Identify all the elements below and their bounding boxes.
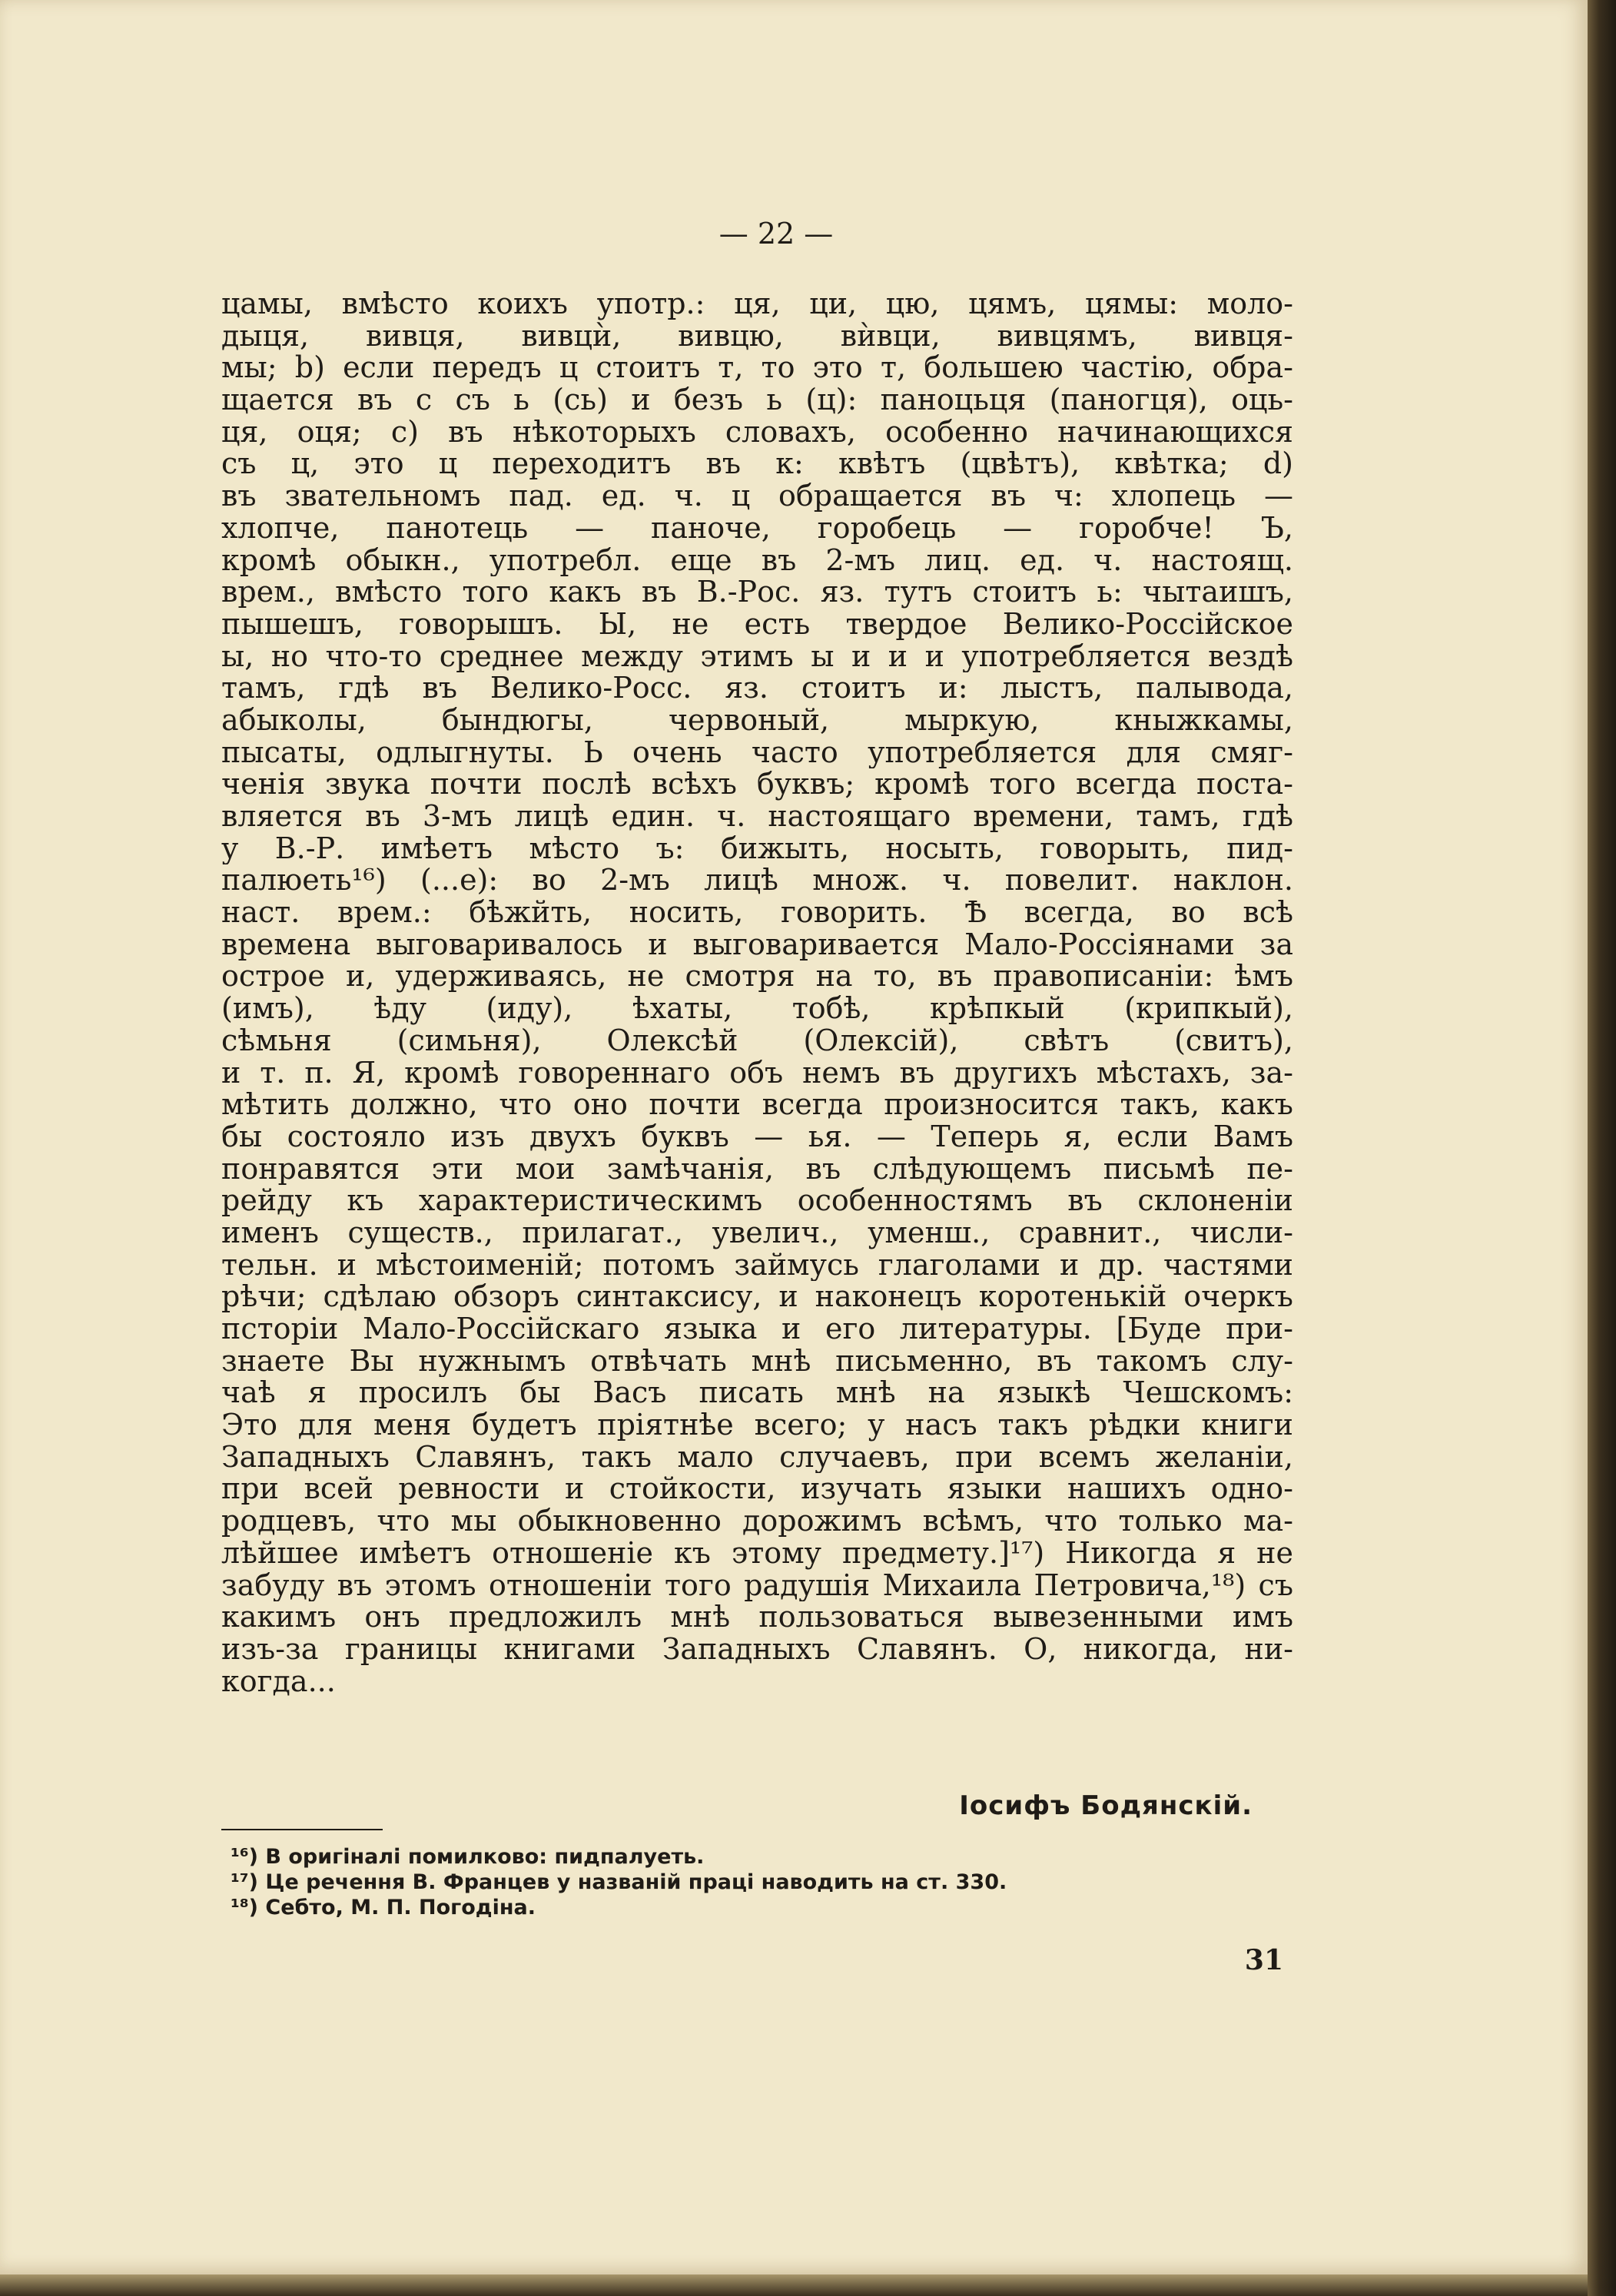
- text-line: тамъ, гдѣ въ Велико-Росс. яз. стоитъ и: лыстъ, палывода,: [221, 672, 1293, 705]
- text-line: при всей ревности и стойкости, изучать языки нашихъ одно-: [221, 1473, 1293, 1506]
- page-edge-shadow: [1588, 0, 1616, 2296]
- body-text: [221, 288, 1293, 1697]
- text-line: родцевъ, что мы обыкновенно дорожимъ всѣмъ, что только ма-: [221, 1505, 1293, 1538]
- text-line: какимъ онъ предложилъ мнѣ пользоваться вывезенными имъ: [221, 1601, 1293, 1634]
- page-number-bottom: 31: [1244, 1944, 1283, 1976]
- footnotes: [231, 1844, 1306, 1920]
- text-line: (имъ), ѣду (иду), ѣхаты, тобѣ, крѣпкый (крипкый),: [221, 993, 1293, 1025]
- text-line: ця, оця; c) въ нѣкоторыхъ словахъ, особенно начинающихся: [221, 416, 1293, 449]
- text-line: знаете Вы нужнымъ отвѣчать мнѣ письменно, въ такомъ слу-: [221, 1345, 1293, 1378]
- text-line: сѣмьня (симьня), Олексѣй (Олексій), свѣтъ (свитъ),: [221, 1024, 1293, 1057]
- text-line: и т. п. Я, кромѣ говореннаго объ немъ въ другихъ мѣстахъ, за-: [221, 1057, 1293, 1090]
- text-line: врем., вмѣсто того какъ въ В.-Рос. яз. тутъ стоитъ ь: чытаишъ,: [221, 576, 1293, 609]
- text-line: бы состояло изъ двухъ буквъ — ья. — Теперь я, если Вамъ: [221, 1120, 1293, 1153]
- text-line: цамы, вмѣсто коихъ употр.: ця, ци, цю, цямъ, цямы: моло-: [221, 288, 1293, 320]
- page-number-top: — 22 —: [718, 217, 834, 251]
- text-line: у В.-Р. имѣетъ мѣсто ъ: бижыть, носыть, говорыть, пид-: [221, 832, 1293, 865]
- text-line: псторіи Мало-Россійскаго языка и его литературы. [Буде при-: [221, 1313, 1293, 1345]
- text-line: забуду въ этомъ отношеніи того радушія Михаила Петровича,¹⁸) съ: [221, 1569, 1293, 1602]
- text-line: рѣчи; сдѣлаю обзоръ синтаксису, и наконецъ коротенькій очеркъ: [221, 1281, 1293, 1313]
- text-line: Западныхъ Славянъ, такъ мало случаевъ, при всемъ желаніи,: [221, 1441, 1293, 1474]
- text-line: кромѣ обыкн., употребл. еще въ 2-мъ лиц. ед. ч. настоящ.: [221, 544, 1293, 577]
- text-line: хлопче, панотець — паноче, горобець — горобче! Ъ,: [221, 512, 1293, 545]
- text-line: когда...: [221, 1665, 336, 1698]
- text-line: Это для меня будетъ пріятнѣе всего; у насъ такъ рѣдки книги: [221, 1409, 1293, 1442]
- text-line: острое и, удерживаясь, не смотря на то, въ правописаніи: ѣмъ: [221, 961, 1293, 994]
- text-line: мѣтить должно, что оно почти всегда произносится такъ, какъ: [221, 1089, 1293, 1121]
- text-line: рейду къ характеристическимъ особенностямъ въ склоненіи: [221, 1185, 1293, 1217]
- text-line: лѣйшее имѣетъ отношеніе къ этому предмету.]¹⁷) Никогда я не: [221, 1537, 1293, 1570]
- footnote: ¹⁸) Себто, М. П. Погодіна.: [231, 1896, 536, 1919]
- text-line: съ ц, это ц переходитъ въ к: квѣтъ (цвѣтъ), квѣтка; d): [221, 448, 1293, 481]
- text-line: ы, но что-то среднее между этимъ ы и и и употребляется вездѣ: [221, 640, 1293, 673]
- text-line: абыколы, бындюгы, червоный, мыркую, кныжкамы,: [221, 704, 1293, 737]
- text-line: дыця, вивця, вивцѝ, вивцю, вѝвци, вивцямъ, вивця-: [221, 320, 1293, 353]
- text-line: изъ-за границы книгами Западныхъ Славянъ. О, никогда, ни-: [221, 1633, 1293, 1666]
- text-line: времена выговаривалось и выговаривается Мало-Россіянами за: [221, 928, 1293, 961]
- text-line: щается въ с съ ь (сь) и безъ ь (ц): паноцьця (паногця), оць-: [221, 384, 1293, 416]
- text-line: пысаты, одлыгнуты. Ь очень часто употребляется для смяг-: [221, 736, 1293, 769]
- text-line: наст. врем.: бѣжйть, носить, говорить. Ѣ всегда, во всѣ: [221, 897, 1293, 929]
- footnote-divider: [221, 1829, 383, 1830]
- text-line: вляется въ 3-мъ лицѣ един. ч. настоящаго времени, тамъ, гдѣ: [221, 801, 1293, 833]
- text-line: ченія звука почти послѣ всѣхъ буквъ; кромѣ того всегда поста-: [221, 768, 1293, 801]
- text-line: мы; b) если передъ ц стоитъ т, то это т, большею частію, обра-: [221, 352, 1293, 385]
- text-line: въ звательномъ пад. ед. ч. ц обращается въ ч: хлопець —: [221, 480, 1293, 513]
- text-line: чаѣ я просилъ бы Васъ писать мнѣ на языкѣ Чешскомъ:: [221, 1377, 1293, 1410]
- text-line: пышешъ, говорышъ. Ы, не есть твердое Велико-Россійское: [221, 608, 1293, 641]
- footnote: ¹⁷) Це речення В. Францев у названій праці наводить на ст. 330.: [231, 1870, 1007, 1894]
- text-line: тельн. и мѣстоименій; потомъ займусь глаголами и др. частями: [221, 1249, 1293, 1282]
- text-line: понравятся эти мои замѣчанія, въ слѣдующемъ письмѣ пе-: [221, 1153, 1293, 1186]
- text-line: палюеть¹⁶) (...е): во 2-мъ лицѣ множ. ч. повелит. наклон.: [221, 864, 1293, 897]
- text-line: именъ существ., прилагат., увелич., уменш., сравнит., числи-: [221, 1216, 1293, 1249]
- footnote: ¹⁶) В оригіналі помилково: пидпалуеть.: [231, 1845, 705, 1869]
- author-signature: Іосифъ Бодянскій.: [959, 1790, 1253, 1821]
- page-bottom-shadow: [0, 2274, 1588, 2296]
